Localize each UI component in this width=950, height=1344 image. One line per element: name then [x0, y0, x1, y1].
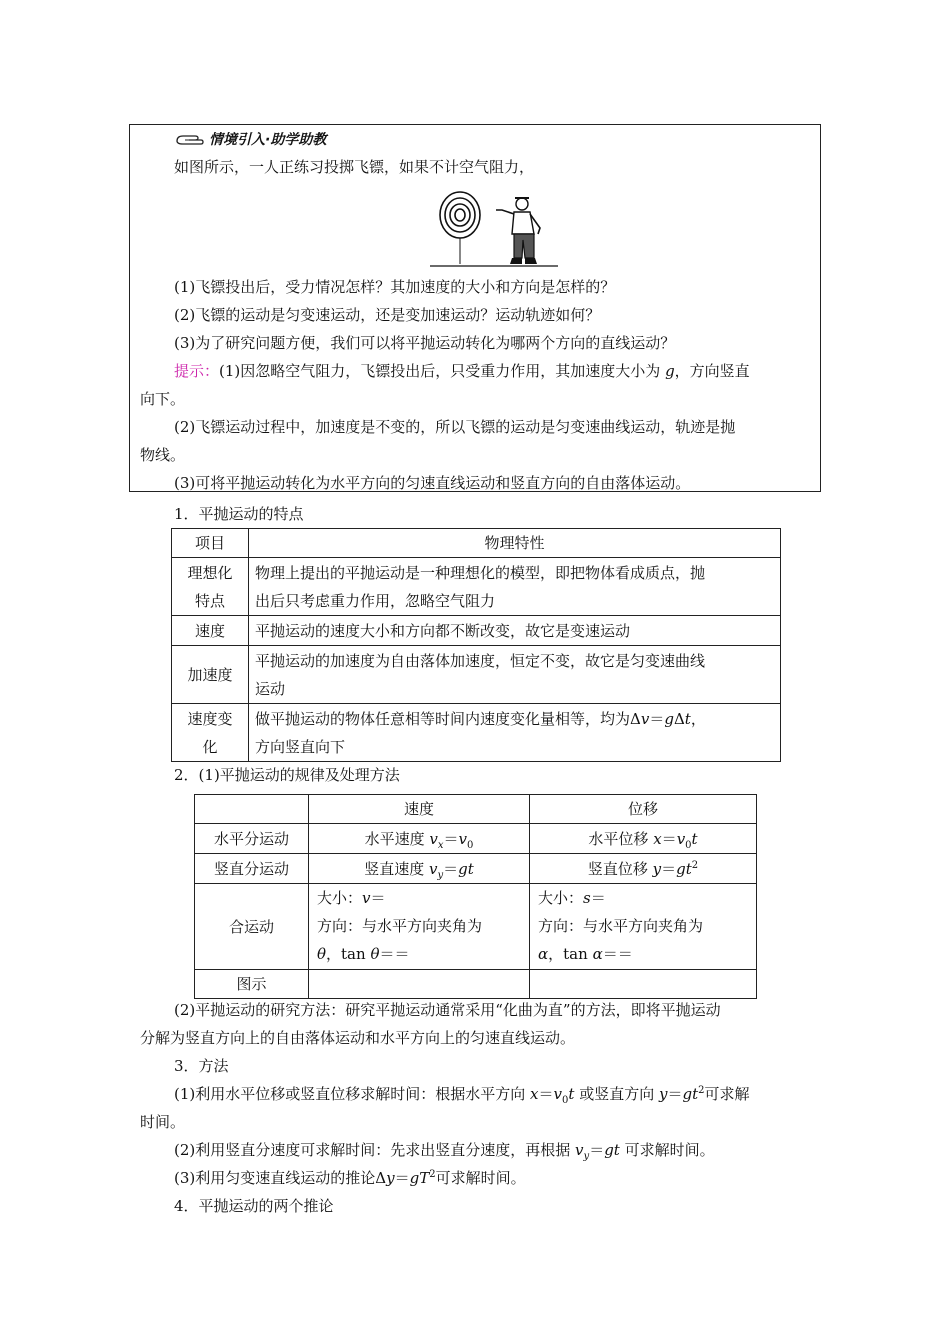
method-paragraph-line2: 分解为竖直方向上的自由落体运动和水平方向上的匀速直线运动。: [140, 1029, 576, 1047]
method-2: (2)利用竖直分速度可求解时间：先求出竖直分速度，再根据 $v_y=gt$ 可求解时间。: [174, 1141, 715, 1162]
table-cell: 物理上提出的平抛运动是一种理想化的模型，即把物体看成质点，抛 出后只考虑重力作用，忽略空气阻力: [249, 558, 781, 616]
table-cell: 竖直位移 $y=gt^2$: [530, 854, 757, 884]
table-cell: 水平速度 $v_x=v_0$: [309, 824, 530, 854]
table-cell: [195, 795, 309, 824]
section-1-heading: 1．平抛运动的特点: [174, 505, 304, 523]
table-header: 位移: [530, 795, 757, 824]
table-header-row: [172, 529, 781, 558]
answer-1: [174, 357, 750, 385]
table-row: [195, 854, 757, 884]
section-2-heading: 2．(1)平抛运动的规律及处理方法: [174, 766, 400, 784]
table-cell: 平抛运动的加速度为自由落体加速度，恒定不变，故它是匀变速曲线 运动: [249, 646, 781, 704]
answer-1-g: g: [665, 362, 675, 380]
situation-title: 情境引入·助学助教: [209, 132, 327, 148]
table-row: [195, 970, 757, 999]
table-cell: 合运动: [195, 884, 309, 970]
table-cell: 做平抛运动的物体任意相等时间内速度变化量相等，均为Δv＝gΔt， 方向竖直向下: [249, 704, 781, 762]
table-row: [172, 616, 781, 646]
table-cell: 竖直分运动: [195, 854, 309, 884]
question-3: (3)为了研究问题方便，我们可以将平抛运动转化为哪两个方向的直线运动？: [174, 334, 676, 352]
table-cell: 竖直速度 $v_y=gt$: [309, 854, 530, 884]
section-3-heading: 3．方法: [174, 1057, 229, 1075]
method-1-line2: 时间。: [140, 1113, 186, 1131]
table-cell: 水平分运动: [195, 824, 309, 854]
table-cell: 大小：v＝ 方向：与水平方向夹角为 θ，tan θ＝＝: [309, 884, 530, 970]
table-cell: 水平位移 $x=v_0t$: [530, 824, 757, 854]
features-table: [171, 528, 781, 762]
answer-2: (2)飞镖运动过程中，加速度是不变的，所以飞镖的运动是匀变速曲线运动，轨迹是抛: [174, 418, 736, 436]
question-1: (1)飞镖投出后，受力情况怎样？其加速度的大小和方向是怎样的？: [174, 278, 616, 296]
table-cell: 加速度: [172, 646, 249, 704]
table-cell: 平抛运动的速度大小和方向都不断改变，故它是变速运动: [249, 616, 781, 646]
table-header: 速度: [309, 795, 530, 824]
table-row: [172, 558, 781, 616]
question-2: (2)飞镖的运动是匀变速运动，还是变加速运动？运动轨迹如何？: [174, 306, 601, 324]
table-header: 物理特性: [249, 529, 781, 558]
table-cell: [309, 970, 530, 999]
table-row: [195, 824, 757, 854]
laws-table: [194, 794, 757, 999]
section-4-heading: 4．平抛运动的两个推论: [174, 1197, 334, 1215]
dart-throwing-illustration: [430, 190, 560, 270]
table-cell: 图示: [195, 970, 309, 999]
situation-header: [175, 128, 326, 152]
table-cell: 大小：s＝ 方向：与水平方向夹角为 α，tan α＝＝: [530, 884, 757, 970]
situation-intro: 如图所示，一人正练习投掷飞镖，如果不计空气阻力，: [174, 158, 535, 176]
answer-1-line2: 向下。: [140, 390, 186, 408]
answer-3: (3)可将平抛运动转化为水平方向的匀速直线运动和竖直方向的自由落体运动。: [174, 474, 691, 492]
table-row: [172, 646, 781, 704]
hint-label: 提示：: [174, 362, 220, 380]
table-row: [195, 884, 757, 970]
answer-2-line2: 物线。: [140, 446, 186, 464]
pointing-hand-icon: [175, 132, 205, 148]
table-cell: 理想化 特点: [172, 558, 249, 616]
answer-1-text: (1)因忽略空气阻力，飞镖投出后，只受重力作用，其加速度大小为: [219, 362, 661, 380]
table-header-row: [195, 795, 757, 824]
method-1: (1)利用水平位移或竖直位移求解时间：根据水平方向 $x=v_0t$ 或竖直方向 $y=gt^2$可求解: [174, 1085, 750, 1106]
answer-1-text-end: ，方向竖直: [674, 362, 750, 380]
table-cell: [530, 970, 757, 999]
table-cell: 速度变 化: [172, 704, 249, 762]
method-paragraph: (2)平抛运动的研究方法：研究平抛运动通常采用“化曲为直”的方法，即将平抛运动: [174, 1001, 721, 1019]
method-3: (3)利用匀变速直线运动的推论$\Delta y=gT^2$可求解时间。: [174, 1169, 526, 1187]
table-header: 项目: [172, 529, 249, 558]
table-row: [172, 704, 781, 762]
table-cell: 速度: [172, 616, 249, 646]
